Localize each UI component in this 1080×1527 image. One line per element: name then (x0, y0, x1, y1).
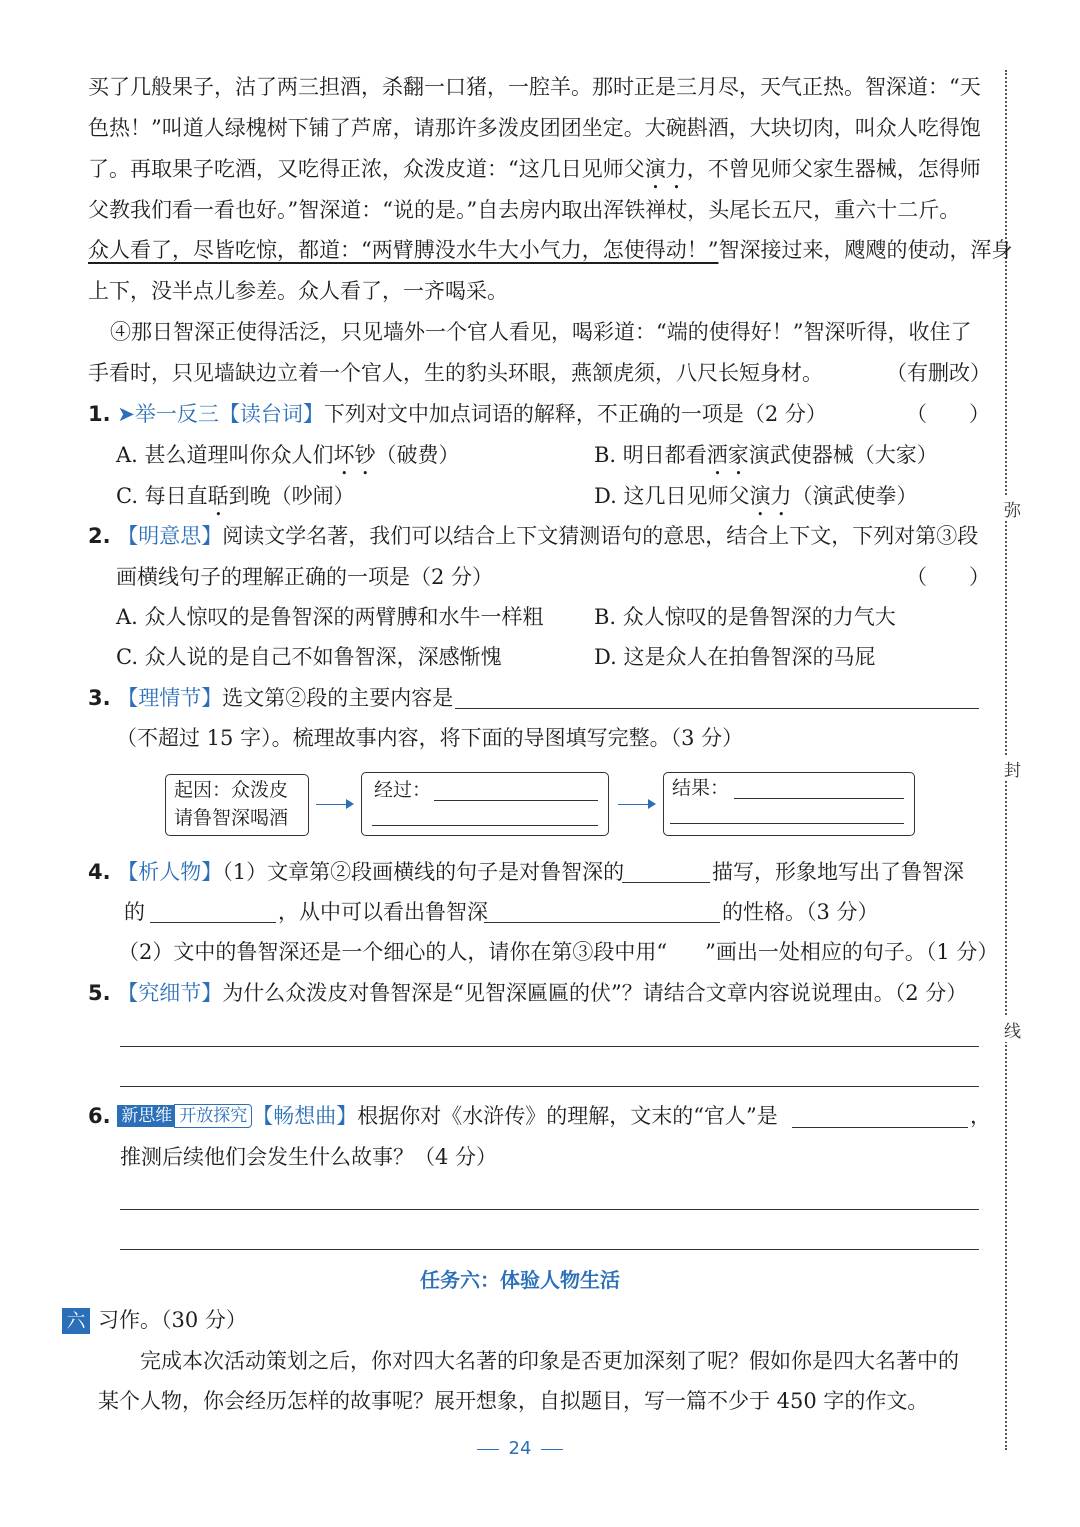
q6-answer-blank[interactable] (792, 1127, 968, 1128)
q4-tag: 【析人物】 (117, 860, 223, 884)
q2-answer-paren[interactable]: （ ） (906, 565, 990, 589)
q3-tag: 【理情节】 (117, 686, 223, 710)
passage-line-8: 手看时，只见墙缺边立着一个官人，生的豹头环眼，燕颔虎须，八尺长短身材。 (88, 361, 823, 385)
practice-label: ➤举一反三 (117, 402, 219, 426)
q1-option-a[interactable]: A. 甚么道理叫你众人们坏钞（破费） (116, 443, 460, 467)
q1-tag: 【读台词】 (218, 402, 324, 426)
arrow-right-icon (618, 804, 654, 805)
passage-line-4: 父教我们看一看也好。”智深道：“说的是。”自去房内取出浑铁禅杖，头尾长五尺，重六十二斤。 (88, 198, 961, 222)
q5-answer-line-1[interactable] (120, 1046, 979, 1047)
badge-new-thinking: 新思维 (117, 1105, 176, 1127)
section-number: 六 (62, 1308, 90, 1334)
q1-answer-paren[interactable]: （ ） (906, 402, 990, 426)
question-1: 1. ➤举一反三【读台词】下列对文中加点词语的解释，不正确的一项是（2 分） (88, 402, 827, 426)
q4-line2-end: 的性格。（3 分） (722, 900, 879, 924)
flow-box-cause: 起因：众泼皮 请鲁智深喝酒 (165, 774, 309, 836)
result-blank-1[interactable] (734, 798, 904, 799)
arrow-right-icon (316, 804, 352, 805)
q3-stem-line-2: （不超过 15 字）。梳理故事内容，将下面的导图填写完整。（3 分） (116, 726, 744, 750)
q6-stem-line-2: 推测后续他们会发生什么故事？（4 分） (120, 1145, 498, 1169)
passage-paragraph-4: ④那日智深正使得活泛，只见墙外一个官人看见，喝彩道：“端的使得好！”智深听得，收住了 (110, 320, 972, 344)
q2-option-a[interactable]: A. 众人惊叹的是鲁智深的两臂膊和水牛一样粗 (116, 605, 544, 629)
badge-open-inquiry: 开放探究 (174, 1104, 252, 1128)
passage-line-5: 众人看了，尽皆吃惊，都道：“两臂膊没水牛大小气力，怎使得动！”智深接过来，飕飕的使动，浑身 (88, 238, 1013, 262)
q4-line2-start: 的 (124, 900, 145, 924)
essay-heading: 六 习作。（30 分） (62, 1305, 247, 1335)
binding-label-feng: 封 (1004, 756, 1021, 781)
q4-line1-end: 描写，形象地写出了鲁智深 (712, 860, 964, 884)
q1-option-d[interactable]: D. 这几日见师父演力（演武使拳） (594, 484, 918, 508)
process-blank-2[interactable] (372, 825, 598, 826)
underlined-sentence: 众人看了，尽皆吃惊，都道：“两臂膊没水牛大小气力，怎使得动！” (88, 238, 719, 262)
question-5: 5. 【究细节】为什么众泼皮对鲁智深是“见智深匾匾的伏”？请结合文章内容说说理由。（2 分） (88, 981, 968, 1005)
passage-line-2: 色热！”叫道人绿槐树下铺了芦席，请那许多泼皮团团坐定。大碗斟酒，大块切肉，叫众人吃得饱 (88, 116, 981, 140)
question-6: 6. 新思维 开放探究 【畅想曲】根据你对《水浒传》的理解，文末的“官人”是 (88, 1104, 778, 1128)
task-title: 任务六：体验人物生活 (420, 1268, 620, 1292)
q6-tag: 【畅想曲】 (252, 1104, 358, 1128)
result-blank-2[interactable] (670, 823, 904, 824)
q2-tag: 【明意思】 (117, 524, 223, 548)
question-3: 3. 【理情节】选文第②段的主要内容是 (88, 686, 454, 710)
flow-box-result: 结果： (663, 772, 915, 836)
binding-label-mi: 弥 (1004, 496, 1021, 521)
q1-option-c[interactable]: C. 每日直聒到晚（吵闹） (116, 484, 355, 508)
q6-answer-line-2[interactable] (120, 1249, 979, 1250)
q2-option-b[interactable]: B. 众人惊叹的是鲁智深的力气大 (594, 605, 896, 629)
q3-answer-blank[interactable] (455, 708, 979, 709)
question-4: 4. 【析人物】（1）文章第②段画横线的句子是对鲁智深的 (88, 860, 625, 884)
q4-blank-description[interactable] (622, 882, 710, 883)
dotted-word-yanli: 演力 (644, 157, 687, 181)
q5-tag: 【究细节】 (117, 981, 223, 1005)
q4-blank-character[interactable] (484, 922, 720, 923)
q5-answer-line-2[interactable] (120, 1086, 979, 1087)
source-note: （有删改） (886, 361, 991, 385)
q4-line2-mid: ，从中可以看出鲁智深 (278, 900, 488, 924)
essay-line-1: 完成本次活动策划之后，你对四大名著的印象是否更加深刻了呢？假如你是四大名著中的 (140, 1349, 959, 1373)
passage-line-6: 上下，没半点儿参差。众人看了，一齐喝采。 (88, 279, 508, 303)
q4-blank-quality[interactable] (150, 922, 276, 923)
q6-answer-line-1[interactable] (120, 1209, 979, 1210)
process-blank-1[interactable] (434, 800, 598, 801)
question-2: 2. 【明意思】阅读文学名著，我们可以结合上下文猜测语句的意思，结合上下文，下列对第③段 (88, 524, 979, 548)
q1-option-b[interactable]: B. 明日都看洒家演武使器械（大家） (594, 443, 938, 467)
passage-line-3: 了。再取果子吃酒，又吃得正浓，众泼皮道：“这几日见师父演力，不曾见师父家生器械，怎得师 (88, 157, 981, 181)
flow-box-process: 经过： (361, 772, 609, 836)
binding-label-xian: 线 (1004, 1017, 1021, 1042)
q4-part-2: （2）文中的鲁智深还是一个细心的人，请你在第③段中用“ ”画出一处相应的句子。（1 分） (118, 940, 999, 964)
passage-line-1: 买了几般果子，沽了两三担酒，杀翻一口猪，一腔羊。那时正是三月尽，天气正热。智深道：“天 (88, 75, 981, 99)
page-number: 24 (0, 1438, 1040, 1459)
q2-option-d[interactable]: D. 这是众人在拍鲁智深的马屁 (594, 645, 876, 669)
q2-stem-line-2: 画横线句子的理解正确的一项是（2 分） (116, 565, 494, 589)
q2-option-c[interactable]: C. 众人说的是自己不如鲁智深，深感惭愧 (116, 645, 502, 669)
q6-comma: ， (970, 1104, 991, 1128)
essay-line-2: 某个人物，你会经历怎样的故事呢？展开想象，自拟题目，写一篇不少于 450 字的作文。 (98, 1389, 929, 1413)
